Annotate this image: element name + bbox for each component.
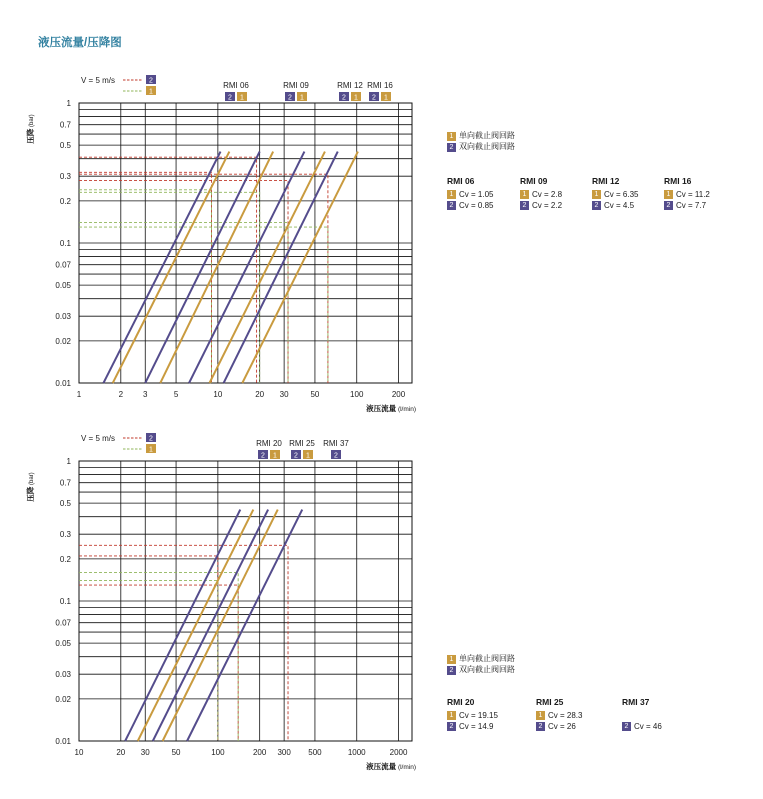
x-axis-label: 液压流量 (l/min) [366,404,416,413]
y-axis-label: 压降 (bar) [26,114,35,144]
page-title: 液压流量/压降图 [38,37,122,49]
y-tick-label: 0.3 [59,530,71,540]
cv-model-name: RMI 09 [520,176,548,186]
x-tick-label: 10 [213,390,223,399]
y-tick-label: 0.7 [59,478,71,488]
y-tick-label: 0.01 [55,379,71,388]
cv-rmi16 [664,176,710,211]
x-axis-unit: (l/min) [396,406,416,413]
double-badge: 2 [447,722,456,731]
model-header-label: RMI 09 [283,81,309,90]
double-badge: 2 [664,201,673,210]
double-badge-number: 2 [149,77,153,85]
y-tick-label: 0.02 [55,694,71,704]
model-header-badge-number: 1 [273,452,277,460]
cv-model-name: RMI 25 [536,697,564,707]
cv-double-value: Cv = 14.9 [459,722,494,731]
model-header-badge-number: 2 [261,452,265,460]
y-tick-label: 0.2 [59,554,71,564]
y-tick-label: 0.07 [55,618,71,628]
cv-rmi25 [536,697,582,732]
x-tick-label: 100 [211,748,225,757]
y-axis-label: 压降 (bar) [26,472,35,502]
x-tick-label: 50 [310,390,320,399]
x-axis-label: 液压流量 (l/min) [366,762,416,771]
double-badge: 2 [447,143,456,152]
x-tick-label: 20 [116,748,126,757]
x-tick-label: 20 [255,390,265,399]
y-tick-label: 0.03 [55,312,71,322]
x-tick-label: 100 [350,390,364,399]
cv-single-value: Cv = 2.8 [532,190,563,199]
velocity-reference-line [79,174,328,383]
pressure-drop-chart-large [0,428,440,780]
model-header-label: RMI 25 [289,439,315,448]
model-header-label: RMI 37 [323,439,349,448]
cv-single-value: Cv = 28.3 [548,711,583,720]
single-badge: 1 [447,711,456,720]
double-badge: 2 [592,201,601,210]
single-badge: 1 [447,190,456,199]
legend-double-label: 双向截止阀回路 [459,665,515,674]
legend-double-label: 双向截止阀回路 [459,142,515,151]
model-header-badge-number: 2 [342,94,346,102]
y-tick-label: 0.7 [59,120,71,130]
model-header-badge-number: 1 [384,94,388,102]
pressure-drop-chart-small [0,70,440,422]
y-tick-label: 0.1 [59,597,71,606]
legend-chart2 [447,654,515,676]
model-header-label: RMI 12 [337,81,363,90]
y-axis-unit: (bar) [29,114,35,129]
double-badge: 2 [447,201,456,210]
cv-model-name: RMI 37 [622,697,650,707]
x-tick-label: 1 [76,390,82,399]
x-tick-label: 500 [308,748,322,757]
series-line [187,510,302,741]
series-line [224,152,338,383]
series-line [189,152,304,383]
y-tick-label: 0.03 [55,670,71,680]
cv-rmi06 [447,176,493,211]
cv-single-value: Cv = 1.05 [459,190,494,199]
velocity-reference-label: V = 5 m/s [81,76,116,85]
y-tick-label: 1 [66,457,71,466]
y-tick-label: 0.2 [59,196,71,206]
model-header-badge-number: 2 [372,94,376,102]
model-header-badge-number: 2 [228,94,232,102]
cv-single-value: Cv = 11.2 [676,190,710,199]
single-badge-number: 1 [149,446,153,454]
y-tick-label: 0.02 [55,336,71,346]
y-tick-label: 0.1 [59,239,71,248]
cv-rmi09 [520,176,562,211]
y-tick-label: 0.5 [59,499,71,509]
series-line [153,510,268,741]
model-header-badge-number: 1 [240,94,244,102]
legend-single-label: 单向截止阀回路 [459,131,515,140]
model-header-badge-number: 1 [354,94,358,102]
single-badge: 1 [520,190,529,199]
cv-rmi20 [447,697,498,732]
cv-double-value: Cv = 7.7 [676,201,707,210]
double-badge: 2 [622,722,631,731]
legend-double [447,142,515,152]
velocity-reference-line [79,585,238,741]
model-header-badge-number: 1 [306,452,310,460]
y-tick-label: 0.01 [55,737,71,746]
x-tick-label: 30 [140,748,150,757]
velocity-reference-line [79,556,218,741]
double-badge-number: 2 [149,435,153,443]
model-header-badge-number: 2 [334,452,338,460]
x-tick-label: 10 [74,748,84,757]
cv-model-name: RMI 16 [664,176,692,186]
model-header-label: RMI 16 [367,81,393,90]
cv-model-name: RMI 20 [447,697,475,707]
cv-single-value: Cv = 19.15 [459,711,498,720]
model-header-label: RMI 06 [223,81,249,90]
cv-single-value: Cv = 6.35 [604,190,639,199]
y-tick-label: 0.3 [59,172,71,182]
cv-rmi12 [592,176,638,211]
cv-rmi37 [622,697,662,732]
y-tick-label: 0.5 [59,141,71,151]
y-axis-unit: (bar) [29,472,35,487]
velocity-reference-line [79,581,218,741]
x-tick-label: 5 [173,390,179,399]
x-tick-label: 1000 [347,748,366,757]
y-tick-label: 0.05 [55,281,71,291]
series-line [138,510,254,741]
y-tick-label: 1 [66,99,71,108]
single-badge: 1 [447,655,456,664]
velocity-reference-line [79,157,257,383]
cv-double-value: Cv = 46 [634,722,662,731]
x-tick-label: 50 [171,748,181,757]
cv-model-name: RMI 06 [447,176,475,186]
model-header-badge-number: 1 [300,94,304,102]
y-tick-label: 0.05 [55,639,71,649]
cv-double-value: Cv = 2.2 [532,201,563,210]
single-badge-number: 1 [149,88,153,96]
single-badge: 1 [447,132,456,141]
x-axis-unit: (l/min) [396,764,416,771]
double-badge: 2 [536,722,545,731]
model-header-badge-number: 2 [288,94,292,102]
x-tick-label: 3 [143,390,148,399]
series-line [163,510,278,741]
y-tick-label: 0.07 [55,260,71,270]
legend-single [447,654,515,664]
x-tick-label: 2000 [389,748,408,757]
x-tick-label: 2 [118,390,124,399]
model-header-badge-number: 2 [294,452,298,460]
legend-single-label: 单向截止阀回路 [459,654,515,663]
legend-double [447,665,515,675]
x-tick-label: 30 [279,390,289,399]
series-line [125,510,240,741]
single-badge: 1 [664,190,673,199]
single-badge: 1 [592,190,601,199]
velocity-reference-label: V = 5 m/s [81,434,116,443]
cv-double-value: Cv = 0.85 [459,201,494,210]
double-badge: 2 [520,201,529,210]
series-line [209,152,324,383]
legend-single [447,131,515,141]
double-badge: 2 [447,666,456,675]
velocity-reference-line [79,192,260,383]
model-header-label: RMI 20 [256,439,282,448]
x-tick-label: 200 [391,390,406,399]
single-badge: 1 [536,711,545,720]
cv-double-value: Cv = 26 [548,722,576,731]
cv-model-name: RMI 12 [592,176,620,186]
legend-chart1 [447,131,515,153]
x-tick-label: 200 [252,748,267,757]
x-tick-label: 300 [277,748,291,757]
cv-double-value: Cv = 4.5 [604,201,635,210]
